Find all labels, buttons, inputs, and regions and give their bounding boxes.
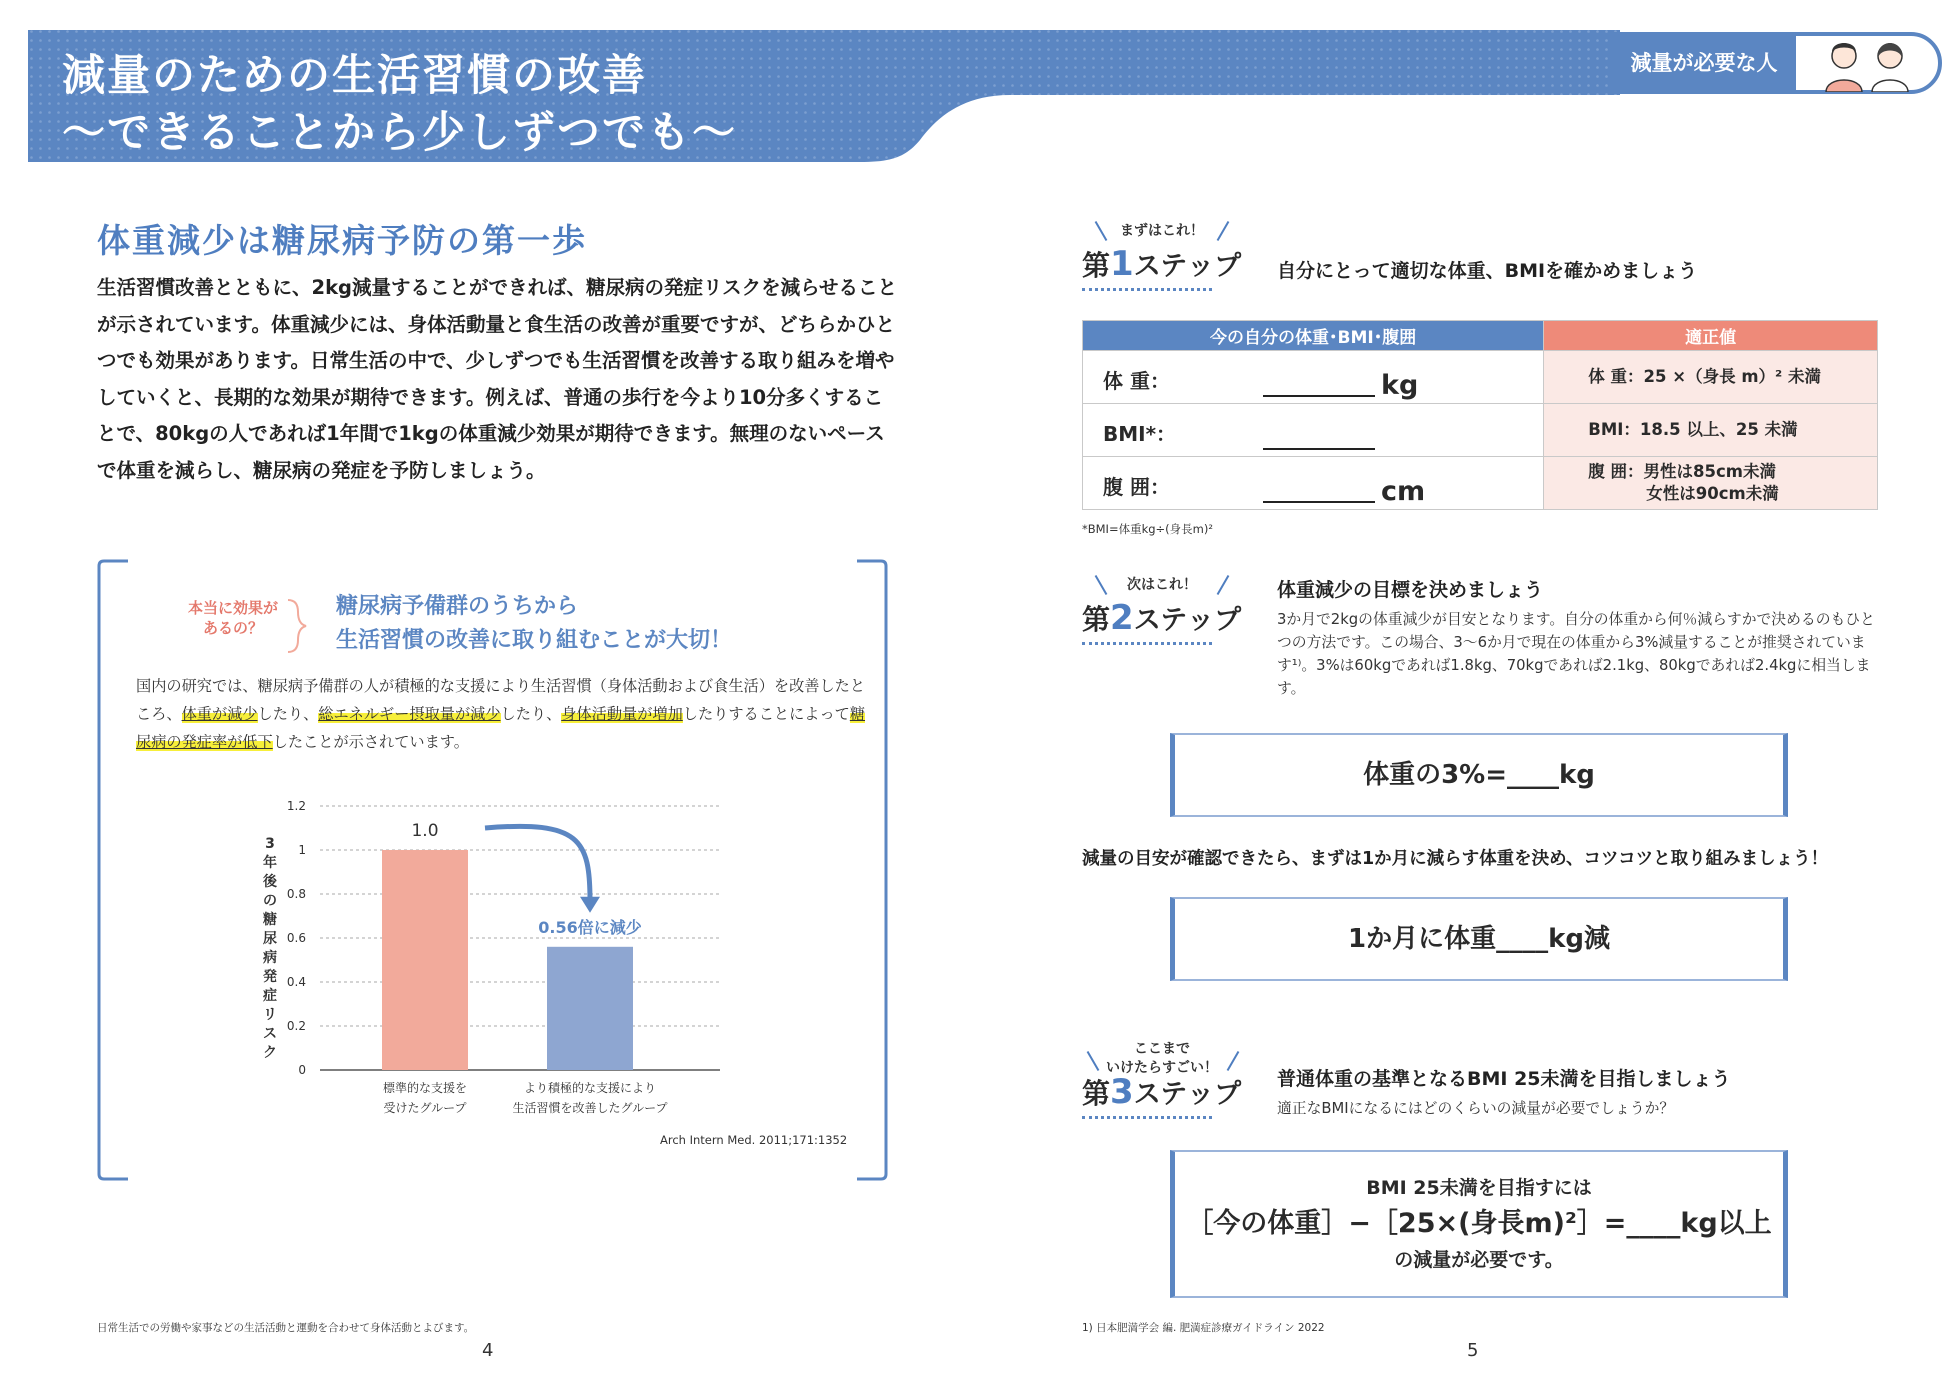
callout-headline-line1: 糖尿病予備群のうちから (336, 594, 579, 619)
page-number-left: 4 (482, 1340, 494, 1361)
y-axis-label-char: 尿 (263, 931, 277, 947)
y-axis-label-char: 年 (263, 855, 277, 871)
x-tick-label: 受けたグループ (383, 1101, 467, 1115)
highlight-incidence: 糖尿病の発症率が低下 (136, 705, 865, 751)
data-label: 1.0 (411, 821, 439, 841)
step3-subtext: 適正なBMIになるにはどのくらいの減量が必要でしょうか？ (1277, 1100, 1675, 1117)
step3-label (1082, 1072, 1242, 1119)
y-axis-label-char: 発 (263, 969, 277, 985)
step-number: 1 (1110, 244, 1134, 284)
waist-ideal-male: 腹 囲：男性は85cm未満 (1588, 462, 1776, 481)
step1-label (1082, 244, 1242, 291)
kicker-slash (1217, 575, 1230, 595)
body-measures-table (1082, 320, 1878, 510)
bmi-label: BMI*： (1103, 422, 1177, 446)
y-axis-label-char: ク (263, 1045, 277, 1061)
step2-kicker: 次はこれ！ (1127, 577, 1197, 593)
study-text: したことが示されています。 (272, 733, 469, 751)
header-title-line2: ～できることから少しずつでも～ (62, 108, 737, 158)
y-axis-label-char: の (263, 893, 277, 909)
y-tick-label: 0.2 (286, 1019, 306, 1033)
bmi-input-cell[interactable] (1083, 404, 1544, 457)
step2-description: 体重減少の目標を決めましょう (1277, 579, 1544, 601)
footnote-left: 日常生活での労働や家事などの生活活動と運動を合わせて身体活動とよびます。 (97, 1322, 475, 1334)
percent-weight-box[interactable]: 体重の3%=____kg (1170, 733, 1788, 817)
x-tick-label: 生活習慣を改善したグループ (512, 1101, 668, 1115)
bmi-ideal: BMI：18.5 以上、25 未満 (1544, 404, 1878, 457)
step-word: ステップ (1133, 1079, 1242, 1110)
y-axis-label-char: 3 (265, 836, 275, 852)
y-axis-label-char: 糖 (263, 912, 277, 928)
table-header-ideal: 適正値 (1544, 321, 1878, 351)
annotation-label: 0.56倍に減少 (538, 917, 642, 937)
x-tick-label: 標準的な支援を (382, 1081, 468, 1095)
page-number-right: 5 (1467, 1340, 1479, 1361)
people-illustration-icon (1808, 36, 1928, 92)
target-badge-label: 減量が必要な人 (1630, 51, 1778, 75)
intro-paragraph: 生活習慣改善とともに、2kg減量することができれば、糖尿病の発症リスクを減らせることが示されています。体重減少には、身体活動量と食生活の改善が重要ですが、どちらかひとつでも効果があります。日常生活の中で、少しずつでも生活習慣を改善する取り組みを増やしていくと、長期的な効果が期待できます。例えば、普通の歩行を今より10分多くすることで、80kgの人であれば1年間で1kgの体重減少効果が期待できます。無理のないペースで体重を減らし、糖尿病の発症を予防しましょう。 (97, 276, 898, 482)
chart-source: Arch Intern Med. 2011;171:1352 (660, 1133, 848, 1147)
study-text: したり、 (257, 705, 319, 723)
callout-question-line2: あるの？ (202, 619, 263, 637)
step-dai: 第 (1082, 603, 1111, 636)
y-tick-label: 1 (298, 843, 306, 857)
kicker-slash (1095, 575, 1108, 595)
weight-label: 体 重： (1103, 369, 1170, 393)
y-tick-label: 1.2 (286, 799, 306, 813)
kicker-slash (1227, 1051, 1240, 1071)
highlight-activity: 身体活動量が増加 (561, 705, 683, 723)
step-word: ステップ (1133, 251, 1242, 282)
monthly-loss-box[interactable]: 1か月に体重____kg減 (1170, 897, 1788, 981)
callout-headline-line2: 生活習慣の改善に取り組むことが大切！ (336, 628, 733, 653)
highlight-weight: 体重が減少 (181, 705, 258, 723)
step1-kicker: まずはこれ！ (1120, 223, 1204, 239)
annotation-arrow (485, 826, 590, 900)
bmi-blank[interactable] (1263, 448, 1375, 450)
step-number: 3 (1110, 1072, 1134, 1112)
study-text: 国内の研究では、糖尿病予備群の人が積極的な支援により生活習慣（身体活動および食生活）を改善したところ、 (136, 677, 865, 723)
y-axis-label-char: リ (263, 1007, 277, 1023)
weight-blank[interactable] (1263, 395, 1375, 397)
footnote-right: 1) 日本肥満学会 編. 肥満症診療ガイドライン 2022 (1082, 1322, 1325, 1334)
highlight-energy: 総エネルギー摂取量が減少 (318, 705, 501, 723)
step1-description: 自分にとって適切な体重、BMIを確かめましょう (1277, 260, 1698, 282)
step2-label (1082, 598, 1242, 645)
step-number: 2 (1110, 598, 1134, 638)
study-text: したりすることによって (682, 705, 850, 723)
bmi-target-line1: BMI 25未満を目指すには (1366, 1177, 1592, 1199)
section-title: 体重減少は糖尿病予防の第一歩 (97, 221, 587, 260)
x-tick-label: より積極的な支援により (523, 1081, 657, 1095)
monthly-goal-note: 減量の目安が確認できたら、まずは1か月に減らす体重を決め、コツコツと取り組みましょう！ (1082, 849, 1829, 869)
table-header-current: 今の自分の体重･BMI･腹囲 (1083, 321, 1544, 351)
bar (547, 947, 633, 1070)
y-axis-label-char: 病 (263, 950, 277, 966)
waist-unit: cm (1381, 476, 1426, 507)
bmi-target-line3: の減量が必要です。 (1394, 1249, 1564, 1271)
step3-kicker-line2: いけたらすごい！ (1106, 1060, 1218, 1076)
waist-blank[interactable] (1263, 501, 1375, 503)
callout-question-line1: 本当に効果が (187, 599, 278, 617)
kicker-slash (1087, 1051, 1100, 1071)
y-tick-label: 0.6 (286, 931, 306, 945)
waist-ideal-female: 女性は90cm未満 (1646, 484, 1779, 503)
step-dai: 第 (1082, 249, 1111, 282)
bar (382, 850, 468, 1070)
study-paragraph (136, 672, 866, 756)
step2-text: 3か月で2kgの体重減少が目安となります。自分の体重から何％減らすかで決めるのもひとつの方法です。この場合、3～6か月で現在の体重から3%減量することが推奨されています¹⁾。3%は60kgであれば1.8kg、70kgであれば2.1kg、80kgであれば2.4kgに相当します。 (1277, 611, 1875, 697)
y-tick-label: 0 (298, 1063, 306, 1077)
risk-bar-chart (250, 780, 750, 1120)
y-axis-label-char: ス (263, 1026, 277, 1042)
waist-label: 腹 囲： (1103, 475, 1170, 499)
waist-input-cell[interactable] (1083, 457, 1544, 510)
study-text: したり、 (500, 705, 562, 723)
y-tick-label: 0.4 (286, 975, 306, 989)
step-word: ステップ (1133, 605, 1242, 636)
kicker-slash (1217, 221, 1230, 241)
weight-ideal: 体 重：25 ×（身長 m）² 未満 (1544, 351, 1878, 404)
weight-input-cell[interactable] (1083, 351, 1544, 404)
callout-question (178, 598, 288, 638)
callout-headline (336, 590, 732, 658)
header-title-line1: 減量のための生活習慣の改善 (62, 51, 647, 101)
annotation-arrowhead (580, 897, 600, 913)
y-axis-label-char: 症 (263, 988, 277, 1004)
waist-ideal (1544, 457, 1878, 510)
step3-description: 普通体重の基準となるBMI 25未満を目指しましょう (1277, 1068, 1731, 1090)
step3-kicker-line1: ここまで (1134, 1041, 1190, 1057)
y-axis-label-char: 後 (263, 874, 277, 890)
bmi-note: *BMI=体重kg÷(身長m)² (1082, 522, 1213, 536)
kicker-slash (1095, 221, 1108, 241)
bmi-target-formula: ［今の体重］−［25×(身長m)²］=____kg以上 (1186, 1208, 1772, 1239)
bmi-target-box[interactable] (1170, 1150, 1788, 1298)
y-tick-label: 0.8 (286, 887, 306, 901)
step-dai: 第 (1082, 1077, 1111, 1110)
weight-unit: kg (1381, 370, 1419, 401)
